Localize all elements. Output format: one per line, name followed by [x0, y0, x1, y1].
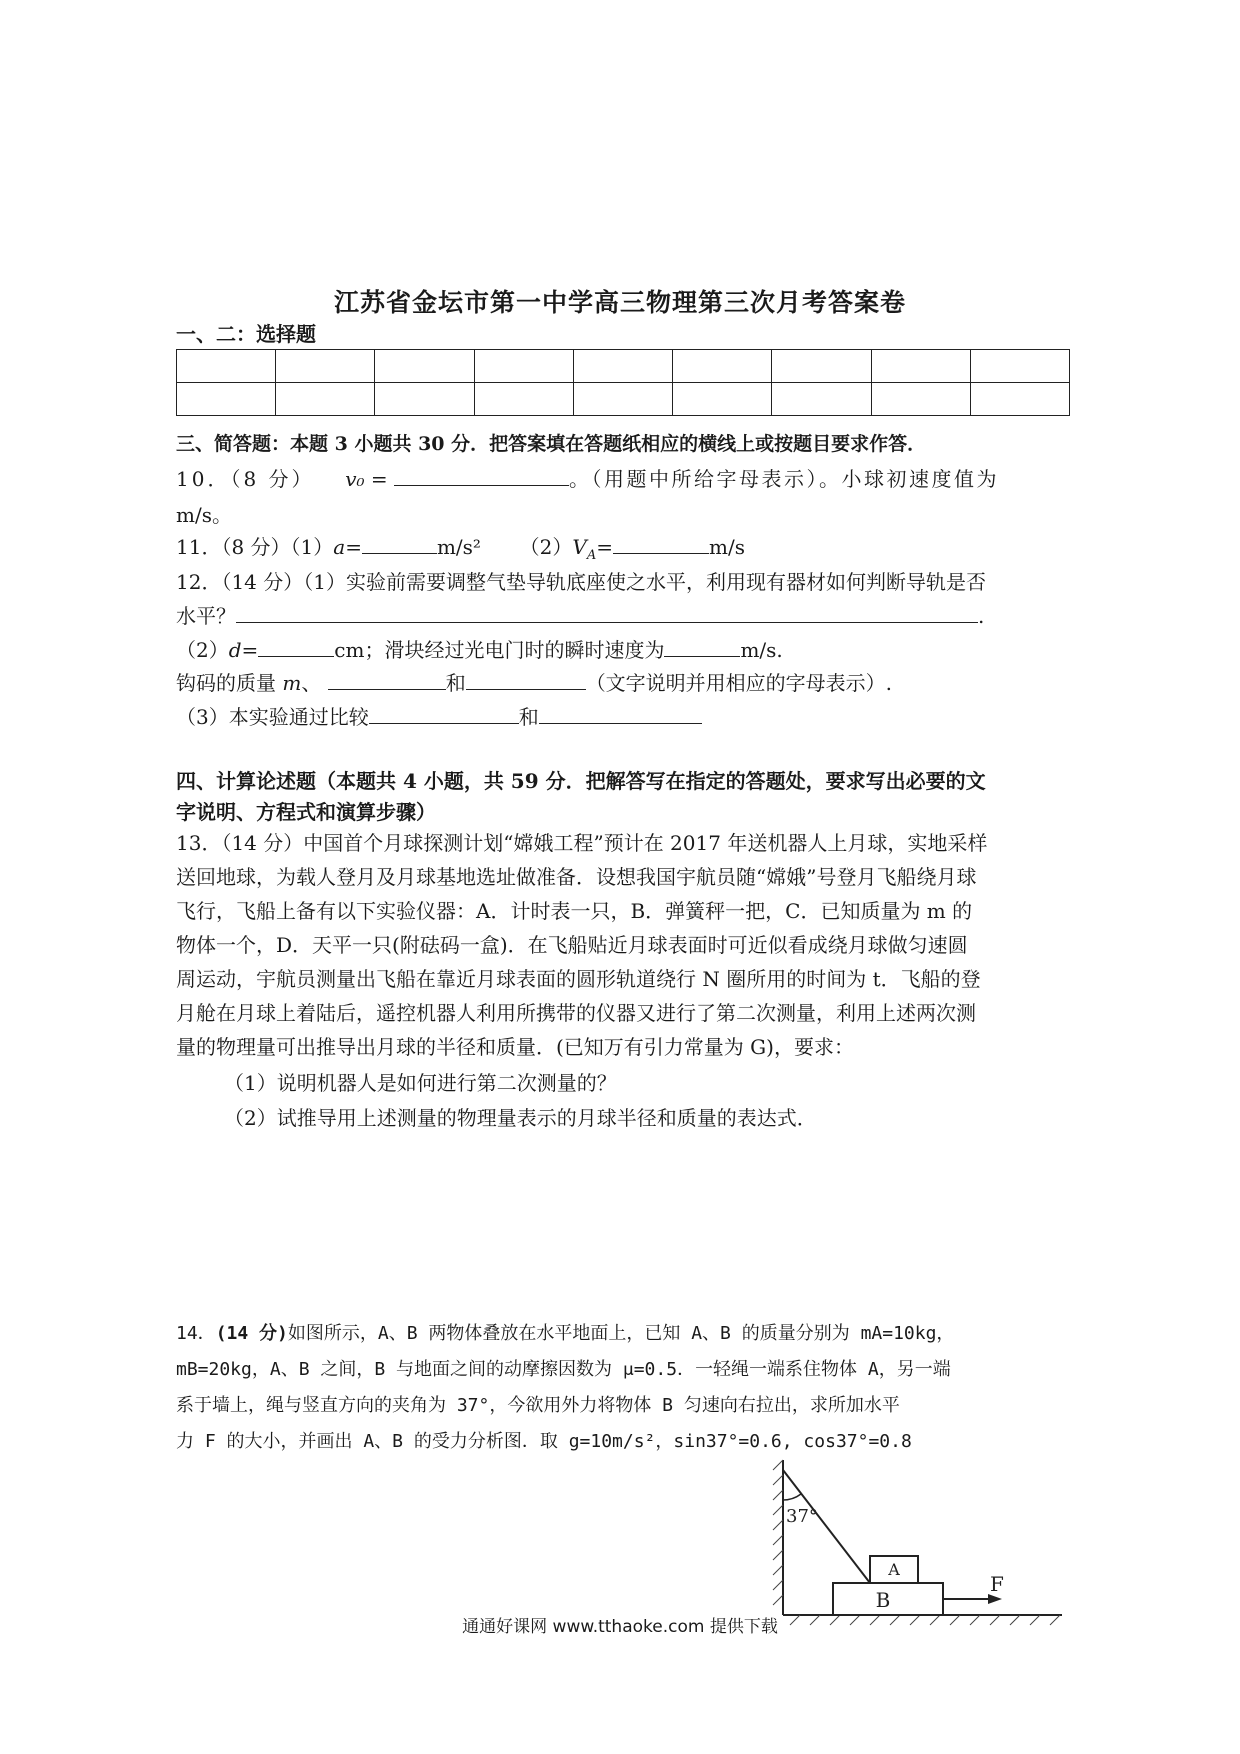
q14-line2: mB=20kg，A、B 之间，B 与地面之间的动摩擦因数为 μ=0.5．一轻绳一端系住物体 A，另一端	[176, 1359, 951, 1380]
section-short-heading: 三、简答题：本题 3 小题共 30 分．把答案填在答题纸相应的横线上或按题目要求作答．	[176, 433, 927, 455]
answer-cell[interactable]	[573, 383, 672, 416]
q13-line: 13．（14 分）中国首个月球探测计划“嫦娥工程”预计在 2017 年送机器人上月球，实地采样	[176, 831, 988, 855]
q10-suffix: 。（用题中所给字母表示）。小球初速度值为	[569, 467, 1000, 491]
q13-line: 飞行，飞船上备有以下实验仪器：A．计时表一只，B．弹簧秤一把，C．已知质量为 m 的	[176, 899, 973, 923]
q12-compare-blank-2[interactable]	[539, 703, 702, 724]
q11-a-blank[interactable]	[362, 533, 437, 554]
q12-part2-prefix: （2）	[176, 638, 229, 662]
answer-cell[interactable]	[970, 350, 1069, 383]
section-calc-heading-line2: 字说明、方程式和演算步骤）	[176, 800, 436, 824]
q11-a-unit: m/s²	[436, 535, 481, 559]
q12-part3-prefix: （3）本实验通过比较	[176, 705, 369, 729]
q12-mass-line	[176, 667, 892, 699]
answer-cell[interactable]	[871, 383, 970, 416]
q12-mass-blank-2[interactable]	[466, 669, 586, 690]
q12-mass-prefix: 钩码的质量	[176, 671, 283, 695]
q13-sub1: （1）说明机器人是如何进行第二次测量的？	[224, 1071, 617, 1095]
angle-label: 37°	[786, 1506, 818, 1527]
answer-cell[interactable]	[276, 383, 375, 416]
answer-cell[interactable]	[772, 383, 871, 416]
answer-cell[interactable]	[673, 350, 772, 383]
q14-num: 14．	[176, 1323, 216, 1344]
q11-a-label: a=	[333, 535, 362, 559]
q13-line: 量的物理量可出推导出月球的半径和质量．(已知万有引力常量为 G)，要求：	[176, 1035, 854, 1059]
q12-part3-and: 和	[518, 705, 539, 729]
q10-line	[176, 463, 999, 495]
q12-mass-var: m	[282, 671, 302, 695]
q11-part2: （2）	[519, 535, 573, 559]
q11-prefix: 11．（8 分）（1）	[176, 535, 334, 559]
block-b-label: B	[875, 1588, 891, 1612]
q13-line: 周运动，宇航员测量出飞船在靠近月球表面的圆形轨道绕行 N 圈所用的时间为 t．飞船的登	[176, 967, 981, 991]
q12-mass-and: 和	[445, 671, 466, 695]
block-a-label: A	[888, 1560, 900, 1579]
q10-blank[interactable]	[394, 465, 569, 486]
section-choice-heading: 一、二：选择题	[176, 322, 316, 346]
answer-cell[interactable]	[177, 383, 276, 416]
q11-va-label: V	[572, 535, 587, 559]
q14-figure	[770, 1455, 1070, 1630]
page-title: 江苏省金坛市第一中学高三物理第三次月考答案卷	[333, 288, 906, 317]
q13-line: 送回地球，为载人登月及月球基地选址做准备．设想我国宇航员随“嫦娥”号登月飞船绕月球	[176, 865, 977, 889]
answer-cell[interactable]	[772, 350, 871, 383]
q13-line: 物体一个，D．天平一只(附砝码一盒)．在飞船贴近月球表面时可近似看成绕月球做匀速圆	[176, 933, 968, 957]
angle-arc	[783, 1494, 801, 1500]
force-label: F	[990, 1572, 1004, 1596]
wall-hatch	[773, 1460, 783, 1605]
answer-cell[interactable]	[276, 350, 375, 383]
section-calc-heading-line1: 四、计算论述题（本题共 4 小题，共 59 分．把解答写在指定的答题处，要求写出必要的文	[176, 769, 986, 793]
q12-speed-blank[interactable]	[664, 636, 740, 657]
q11-va-unit: m/s	[709, 535, 745, 559]
q12-mass-blank-1[interactable]	[328, 669, 446, 690]
q12-line2-prefix: 水平？	[176, 604, 236, 628]
answer-cell[interactable]	[474, 350, 573, 383]
q13-sub2: （2）试推导用上述测量的物理量表示的月球半径和质量的表达式．	[224, 1106, 817, 1130]
q13-body	[176, 826, 1076, 1064]
answer-cell[interactable]	[474, 383, 573, 416]
q12-d-label: d=	[228, 638, 259, 662]
q14-line3: 系于墙上，绳与竖直方向的夹角为 37°，今欲用外力将物体 B 匀速向右拉出，求所加水平	[176, 1395, 900, 1416]
answer-cell[interactable]	[673, 383, 772, 416]
q14-body	[176, 1316, 954, 1460]
answer-cell[interactable]	[573, 350, 672, 383]
q10-prefix: 10．（8 分）	[176, 467, 315, 491]
answer-cell[interactable]	[970, 383, 1069, 416]
section-calc-heading	[176, 766, 986, 828]
q11-va-eq: =	[596, 535, 613, 559]
q10-unit: m/s。	[176, 503, 232, 527]
q12-part3	[176, 701, 702, 733]
answer-cell[interactable]	[375, 383, 474, 416]
footer-source: 通通好课网 www.tthaoke.com 提供下载	[462, 1617, 778, 1637]
q12-mass-sep: 、	[301, 671, 322, 695]
answer-cell[interactable]	[871, 350, 970, 383]
answer-cell[interactable]	[375, 350, 474, 383]
q12-d-blank[interactable]	[258, 636, 334, 657]
q12-line1: 12．（14 分）（1）实验前需要调整气垫导轨底座使之水平，利用现有器材如何判断导轨是否	[176, 570, 986, 594]
q12-line2	[176, 600, 984, 632]
q14-line4: 力 F 的大小，并画出 A、B 的受力分析图．取 g=10m/s²，sin37°=0.6, cos37°=0.8	[176, 1431, 912, 1452]
q12-d-unit: cm；滑块经过光电门时的瞬时速度为	[334, 638, 665, 662]
table-row	[177, 383, 1070, 416]
q14-line1	[176, 1316, 954, 1352]
q10-var: v₀ =	[345, 467, 388, 491]
q12-speed-unit: m/s.	[740, 638, 783, 662]
q14-score: (14 分)	[215, 1323, 288, 1344]
q12-line2-end: .	[978, 604, 985, 628]
q12-mass-note: （文字说明并用相应的字母表示）.	[585, 671, 893, 695]
q11-va-blank[interactable]	[613, 533, 709, 554]
q12-compare-blank-1[interactable]	[369, 703, 519, 724]
q12-judge-blank[interactable]	[236, 602, 978, 623]
answer-cell[interactable]	[177, 350, 276, 383]
q14-line1-rest: 如图所示，A、B 两物体叠放在水平地面上，已知 A、B 的质量分别为 mA=10kg，	[287, 1323, 955, 1344]
table-row	[177, 350, 1070, 383]
q12-part2	[176, 634, 783, 666]
q13-line: 月舱在月球上着陆后，遥控机器人利用所携带的仪器又进行了第二次测量，利用上述两次测	[176, 1001, 976, 1025]
choice-answer-table	[176, 349, 1070, 416]
q11-va-sub: A	[586, 548, 597, 563]
